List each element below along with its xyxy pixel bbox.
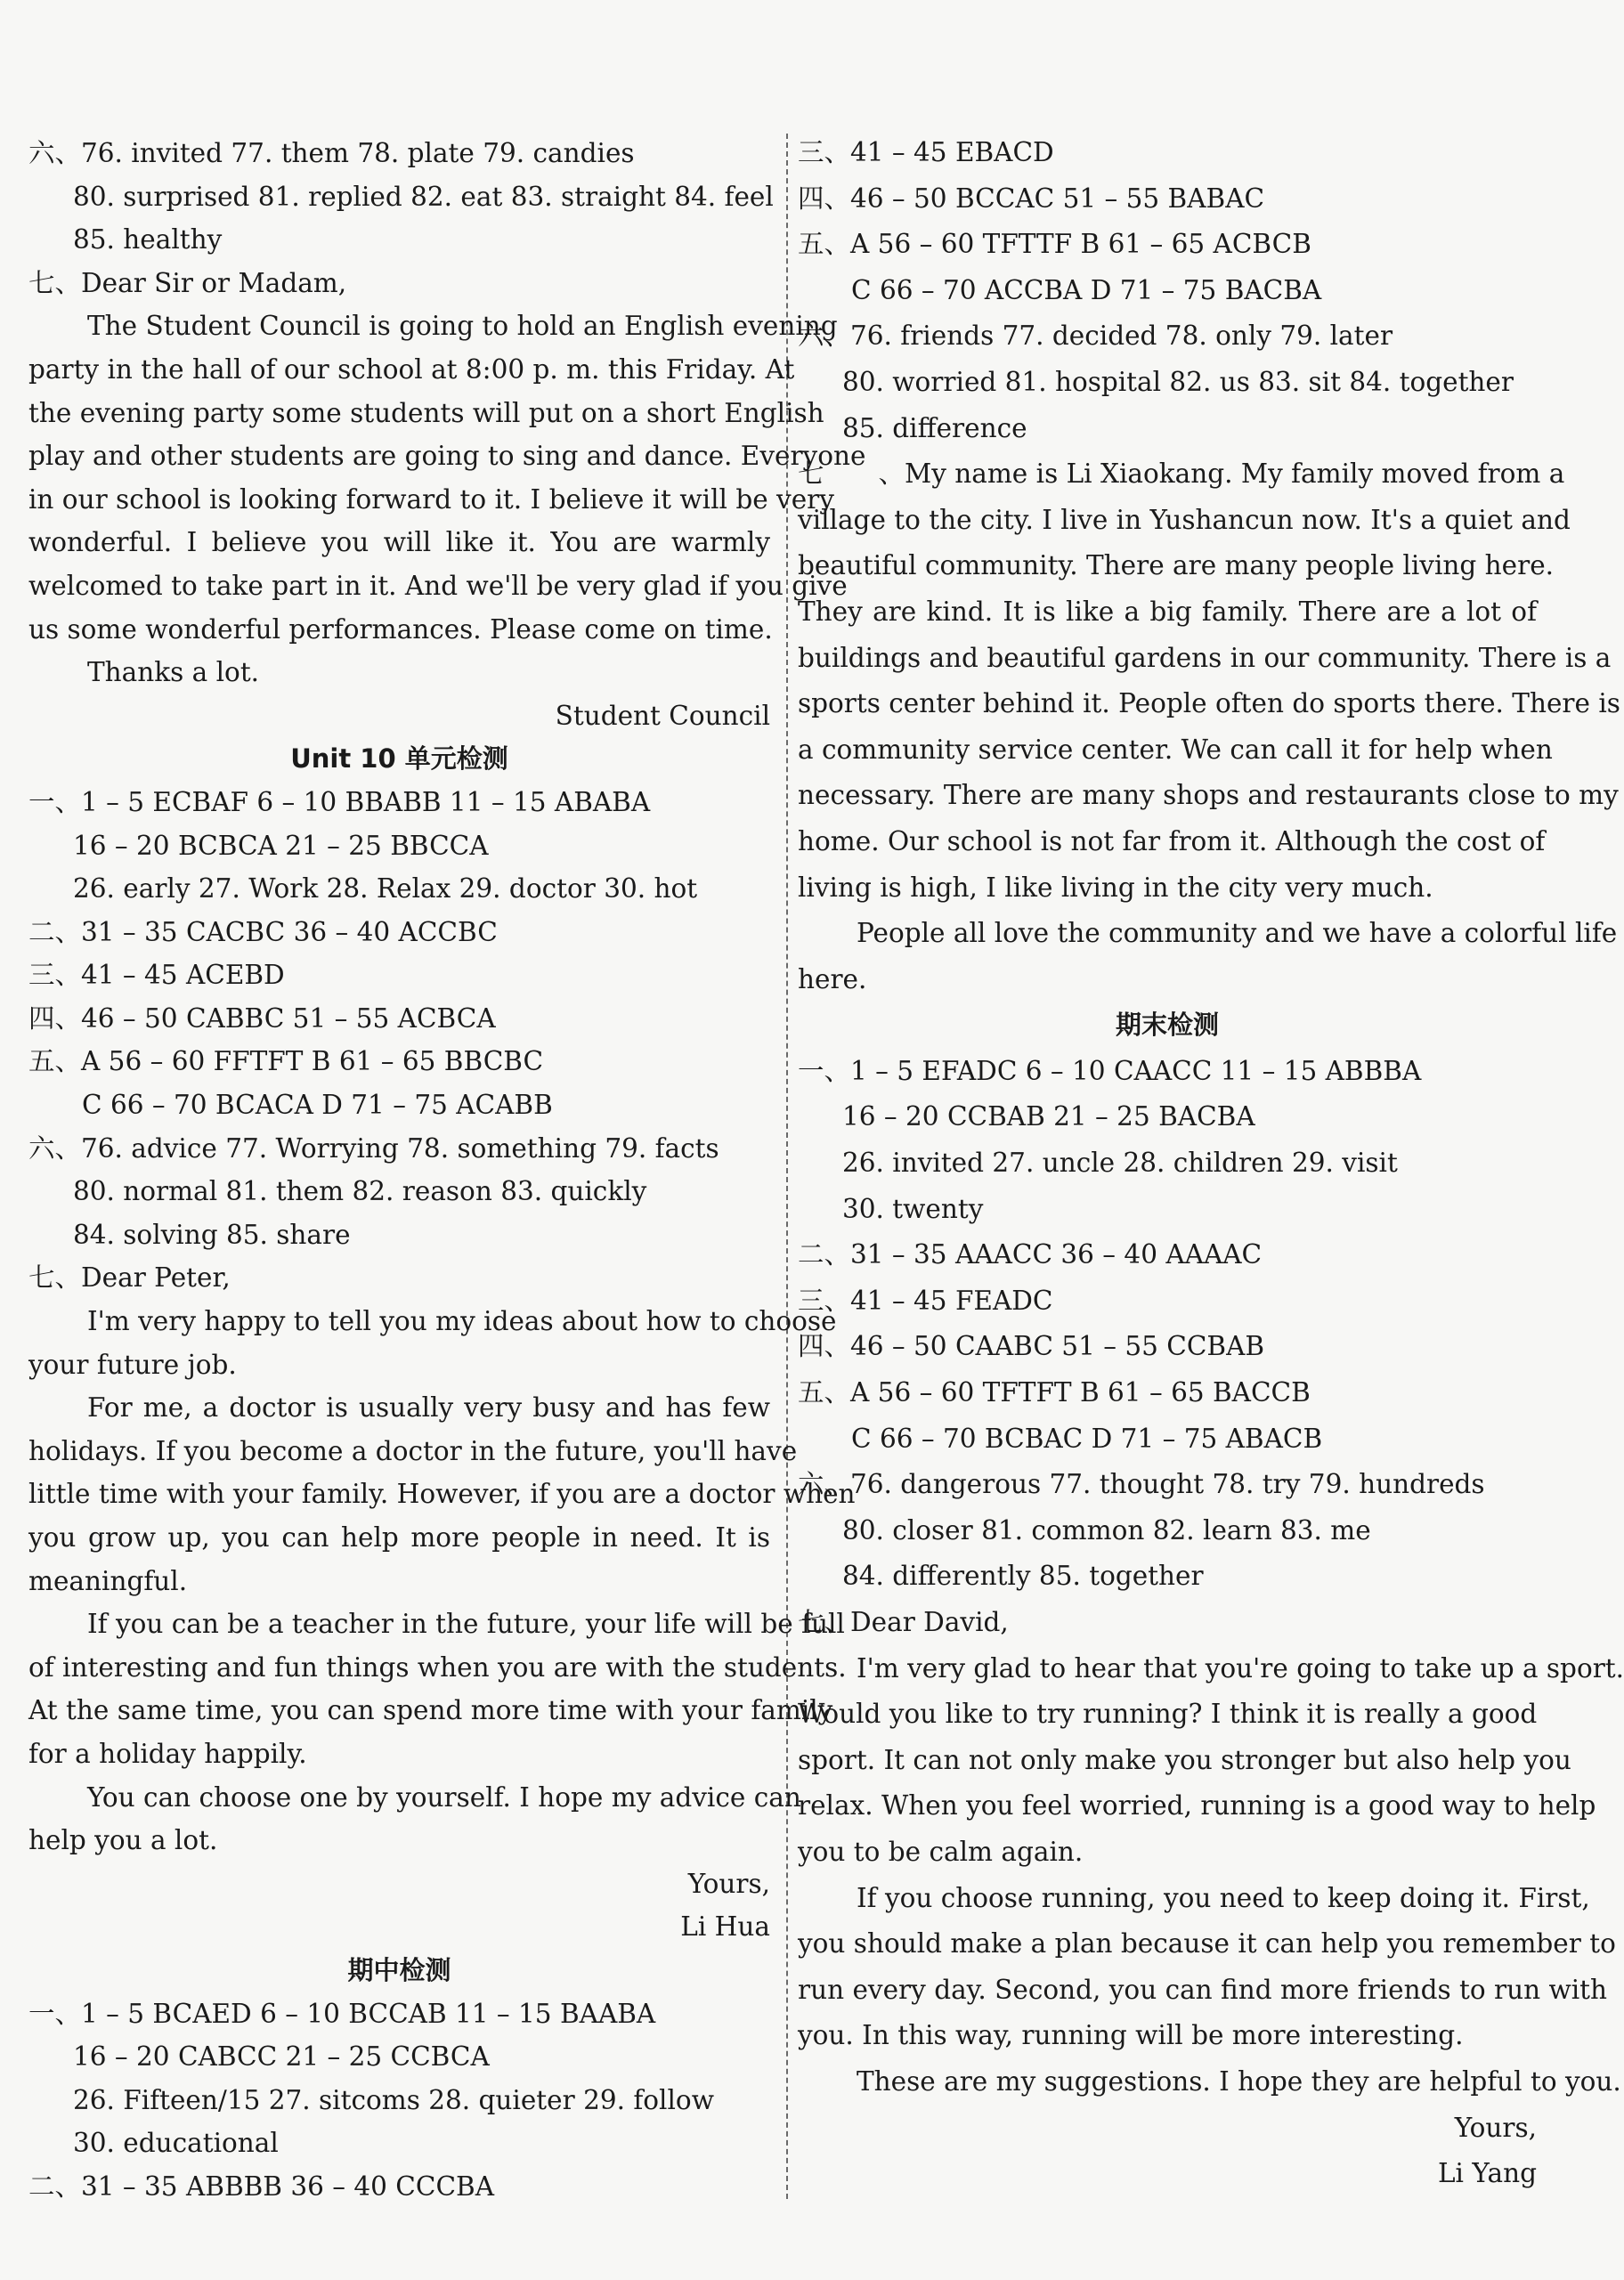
essay-line: run every day. Second, you can find more friends to run with — [798, 1974, 1607, 2005]
essay-line: If you choose running, you need to keep doing it. First, — [857, 1882, 1590, 1913]
right-column — [798, 130, 1624, 2197]
essay-line: I'm very happy to tell you my ideas about how to choose — [87, 1306, 837, 1337]
letter-greeting: 七、Dear Peter, — [28, 1262, 231, 1294]
answer-line: 二、31 – 35 CACBC 36 – 40 ACCBC — [28, 916, 498, 947]
answer-line: 80. closer 81. common 82. learn 83. me — [842, 1514, 1371, 1546]
essay-line: relax. When you feel worried, running is a good way to help — [798, 1790, 1596, 1822]
essay-line: help you a lot. — [28, 1825, 218, 1856]
essay-line: home. Our school is not far from it. Although the cost of — [798, 825, 1546, 856]
essay-line: party in the hall of our school at 8:00 p. m. this Friday. At — [28, 353, 795, 385]
section-heading-unit10: Unit 10 单元检测 — [290, 743, 508, 775]
answer-line: 一、1 – 5 EFADC 6 – 10 CAACC 11 – 15 ABBBA — [798, 1055, 1422, 1086]
essay-line: necessary. There are many shops and restaurants close to my — [798, 780, 1619, 811]
essay-line: I'm very glad to hear that you're going to take up a sport. — [857, 1652, 1624, 1684]
essay-line: sports center behind it. People often do sports there. There is — [798, 688, 1620, 719]
essay-line: You can choose one by yourself. I hope my advice can — [87, 1781, 801, 1813]
letter-greeting: 七、Dear David, — [798, 1607, 1009, 1637]
essay-line: us some wonderful performances. Please come on time. — [28, 613, 773, 645]
answer-line: 一、1 – 5 ECBAF 6 – 10 BBABB 11 – 15 ABABA — [28, 786, 651, 817]
answer-line: C 66 – 70 BCBAC D 71 – 75 ABACB — [851, 1423, 1323, 1454]
essay-line: of interesting and fun things when you are with the students. — [28, 1651, 847, 1683]
answer-line: 三、41 – 45 FEADC — [798, 1285, 1053, 1316]
essay-line — [798, 451, 1565, 498]
essay-line: your future job. — [28, 1349, 237, 1380]
essay-line: a community service center. We can call it for help when — [798, 734, 1553, 765]
essay-line: the evening party some students will put on a short English — [28, 397, 824, 428]
answer-line: 26. invited 27. uncle 28. children 29. visit — [842, 1148, 1398, 1179]
answer-line: 四、46 – 50 CAABC 51 – 55 CCBAB — [798, 1331, 1265, 1362]
answer-line: 五、A 56 – 60 FFTFT B 61 – 65 BBCBC — [28, 1046, 544, 1077]
answer-line: 80. normal 81. them 82. reason 83. quickly — [73, 1176, 647, 1207]
essay-line: meaningful. — [28, 1565, 188, 1596]
essay-line: wonderful. I believe you will like it. You are warmly — [28, 527, 770, 558]
answer-line: 五、A 56 – 60 TFTFT B 61 – 65 BACCB — [798, 1377, 1311, 1408]
answer-line: 三、41 – 45 ACEBD — [28, 960, 285, 991]
answer-line: 84. differently 85. together — [842, 1561, 1204, 1592]
essay-line: People all love the community and we have a colorful life — [857, 918, 1618, 949]
essay-line: If you can be a teacher in the future, your life will be full — [87, 1609, 845, 1640]
essay-line: welcomed to take part in it. And we'll be very glad if you give — [28, 570, 848, 601]
answer-line: 六、76. invited 77. them 78. plate 79. candies — [28, 138, 635, 168]
answer-line: C 66 – 70 ACCBA D 71 – 75 BACBA — [851, 274, 1322, 305]
essay-line: They are kind. It is like a big family. There are a lot of — [798, 596, 1537, 627]
essay-line: buildings and beautiful gardens in our community. There is a — [798, 642, 1612, 673]
essay-line: The Student Council is going to hold an English evening — [87, 311, 838, 342]
answer-line: 六、76. advice 77. Worrying 78. something 79. facts — [28, 1132, 719, 1164]
essay-line: little time with your family. However, if you are a doctor when — [28, 1479, 856, 1510]
essay-line: At the same time, you can spend more time with your family — [28, 1695, 833, 1726]
answer-line: 二、31 – 35 AAACC 36 – 40 AAAAC — [798, 1239, 1263, 1270]
essay-line: living is high, I like living in the city very much. — [798, 872, 1433, 903]
answer-line: 80. surprised 81. replied 82. eat 83. straight 84. feel — [73, 181, 774, 212]
answer-line: 五、A 56 – 60 TFTTF B 61 – 65 ACBCB — [798, 229, 1311, 260]
essay-line: for a holiday happily. — [28, 1738, 307, 1769]
essay-line: sport. It can not only make you stronger but also help you — [798, 1744, 1571, 1775]
essay-line: These are my suggestions. I hope they are helpful to you. — [857, 2065, 1621, 2097]
answer-line: 26. Fifteen/15 27. sitcoms 28. quieter 29. follow — [73, 2084, 714, 2115]
essay-line: you grow up, you can help more people in need. It is — [28, 1522, 770, 1553]
essay-line: in our school is looking forward to it. I believe it will be very — [28, 483, 834, 515]
answer-line: 16 – 20 CCBAB 21 – 25 BACBA — [842, 1101, 1255, 1132]
answer-line: 六、76. friends 77. decided 78. only 79. later — [798, 320, 1393, 352]
answer-line: 85. difference — [842, 412, 1027, 443]
answer-line: 六、76. dangerous 77. thought 78. try 79. hundreds — [798, 1469, 1485, 1500]
letter-signature: Li Hua — [680, 1911, 770, 1943]
answer-line: 26. early 27. Work 28. Relax 29. doctor 30. hot — [73, 873, 698, 905]
answer-line: 80. worried 81. hospital 82. us 83. sit 84. together — [842, 366, 1514, 397]
essay-line: you to be calm again. — [798, 1836, 1084, 1867]
answer-line: 16 – 20 CABCC 21 – 25 CCBCA — [73, 2041, 490, 2073]
letter-signature: Student Council — [555, 700, 770, 731]
answer-line: 二、31 – 35 ABBBB 36 – 40 CCCBA — [28, 2170, 495, 2202]
section-number: 七、 — [798, 458, 905, 490]
answer-line: 84. solving 85. share — [73, 1219, 351, 1250]
letter-signature: Li Yang — [1437, 2158, 1537, 2189]
section-heading-final: 期末检测 — [1115, 1010, 1219, 1041]
essay-line: holidays. If you become a doctor in the future, you'll have — [28, 1435, 798, 1466]
essay-text: My name is Li Xiaokang. My family moved from a — [905, 458, 1565, 490]
answer-line: 三、41 – 45 EBACD — [798, 137, 1054, 167]
answer-line: 85. healthy — [73, 224, 223, 256]
essay-line: For me, a doctor is usually very busy and has few — [87, 1392, 770, 1424]
essay-line: Thanks a lot. — [87, 657, 260, 688]
essay-line: Would you like to try running? I think it is really a good — [798, 1699, 1538, 1730]
answer-line: 四、46 – 50 BCCAC 51 – 55 BABAC — [798, 183, 1265, 214]
essay-line: village to the city. I live in Yushancun now. It's a quiet and — [798, 504, 1571, 535]
answer-line: 四、46 – 50 CABBC 51 – 55 ACBCA — [28, 1002, 496, 1034]
essay-line: beautiful community. There are many people living here. — [798, 550, 1555, 581]
answer-line: 30. twenty — [842, 1193, 984, 1224]
answer-line: 16 – 20 BCBCA 21 – 25 BBCCA — [73, 830, 489, 861]
answer-line: C 66 – 70 BCACA D 71 – 75 ACABB — [82, 1090, 553, 1121]
answer-line: 一、1 – 5 BCAED 6 – 10 BCCAB 11 – 15 BAABA — [28, 1998, 656, 2029]
essay-line: play and other students are going to sing and dance. Everyone — [28, 441, 866, 472]
essay-line: you should make a plan because it can help you remember to — [798, 1928, 1616, 1960]
letter-closing: Yours, — [687, 1868, 770, 1899]
letter-closing: Yours, — [1454, 2112, 1537, 2143]
letter-greeting: 七、Dear Sir or Madam, — [28, 267, 347, 298]
answer-line: 30. educational — [73, 2128, 279, 2159]
essay-line: you. In this way, running will be more interesting. — [798, 2020, 1464, 2051]
essay-line: here. — [798, 963, 867, 994]
section-heading-midterm: 期中检测 — [347, 1954, 451, 1985]
